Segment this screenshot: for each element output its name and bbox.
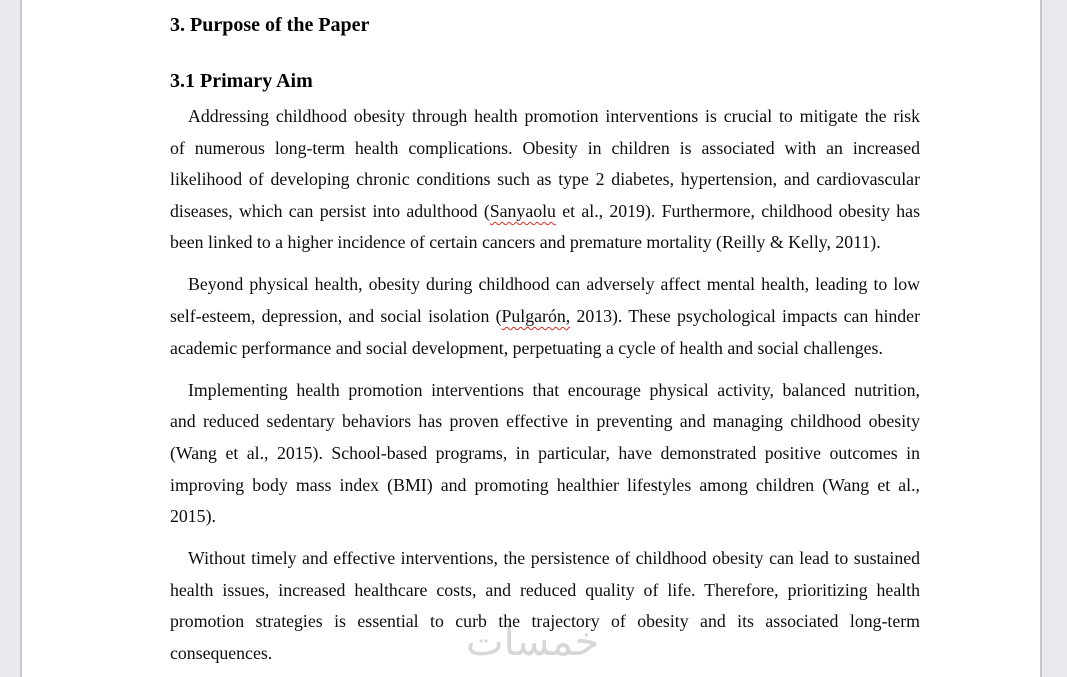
paragraph (170, 269, 920, 364)
watermark: خمسات (466, 619, 600, 665)
section-heading: 3. Purpose of the Paper (170, 14, 370, 36)
text-segment: Addressing childhood obesity through health promotion interventions is crucial to mitigate the risk (188, 106, 920, 126)
text-line (170, 543, 920, 575)
text-line (170, 638, 920, 670)
text-line (170, 406, 920, 438)
text-segment: likelihood of developing chronic conditions such as type 2 diabetes, hypertension, and cardiovascular (170, 169, 920, 190)
text-line (170, 269, 920, 301)
document-page[interactable] (20, 0, 1042, 677)
text-segment: Without timely and effective interventions, the persistence of childhood obesity can lead to sustained (188, 548, 920, 569)
text-line (170, 301, 920, 333)
text-segment: 2013). These psychological impacts can hinder (570, 306, 920, 327)
document-content (22, 0, 1040, 670)
text-segment: Beyond physical health, obesity during childhood can adversely affect mental health, leading to low (188, 274, 920, 295)
misspelled-word: Pulgarón, (501, 306, 571, 327)
text-segment: promotion strategies is essential to curb the trajectory of obesity and its associated long-term (170, 611, 920, 632)
text-segment: Implementing health promotion interventions that encourage physical activity, balanced nutrition, (188, 379, 920, 400)
document-body (170, 101, 920, 670)
text-line (170, 227, 920, 259)
text-segment: been linked to a higher incidence of certain cancers and premature mortality (Reilly & Kelly, 2011). (170, 232, 881, 253)
subsection-heading: 3.1 Primary Aim (170, 70, 313, 92)
text-line (170, 438, 920, 470)
text-segment: academic performance and social development, perpetuating a cycle of health and social challenges. (170, 337, 883, 358)
text-segment: diseases, which can persist into adulthood ( (170, 200, 490, 221)
text-line (170, 164, 920, 196)
text-segment: et al., 2019). Furthermore, childhood obesity has (555, 200, 920, 221)
text-line (170, 470, 920, 502)
paragraph (170, 375, 920, 533)
text-segment: 2015). (170, 506, 216, 527)
text-line (170, 501, 920, 533)
text-segment: and reduced sedentary behaviors has proven effective in preventing and managing childhood obesity (170, 411, 920, 432)
text-segment: of numerous long-term health complications. Obesity in children is associated with an increased (170, 137, 920, 158)
paragraph (170, 101, 920, 259)
text-line (170, 575, 920, 607)
misspelled-word: Sanyaolu (489, 200, 556, 221)
text-line (170, 101, 920, 133)
text-segment: consequences. (170, 643, 273, 663)
text-line (170, 375, 920, 407)
text-segment: health issues, increased healthcare costs, and reduced quality of life. Therefore, prioritizing health (170, 579, 920, 600)
text-line (170, 196, 920, 228)
paragraph (170, 543, 920, 669)
text-segment: improving body mass index (BMI) and promoting healthier lifestyles among children (Wang et al., (170, 474, 920, 495)
text-line (170, 333, 920, 365)
text-segment: (Wang et al., 2015). School-based programs, in particular, have demonstrated positive outcomes in (170, 442, 920, 463)
text-line (170, 133, 920, 165)
text-line (170, 606, 920, 638)
text-segment: self-esteem, depression, and social isolation ( (170, 306, 502, 327)
